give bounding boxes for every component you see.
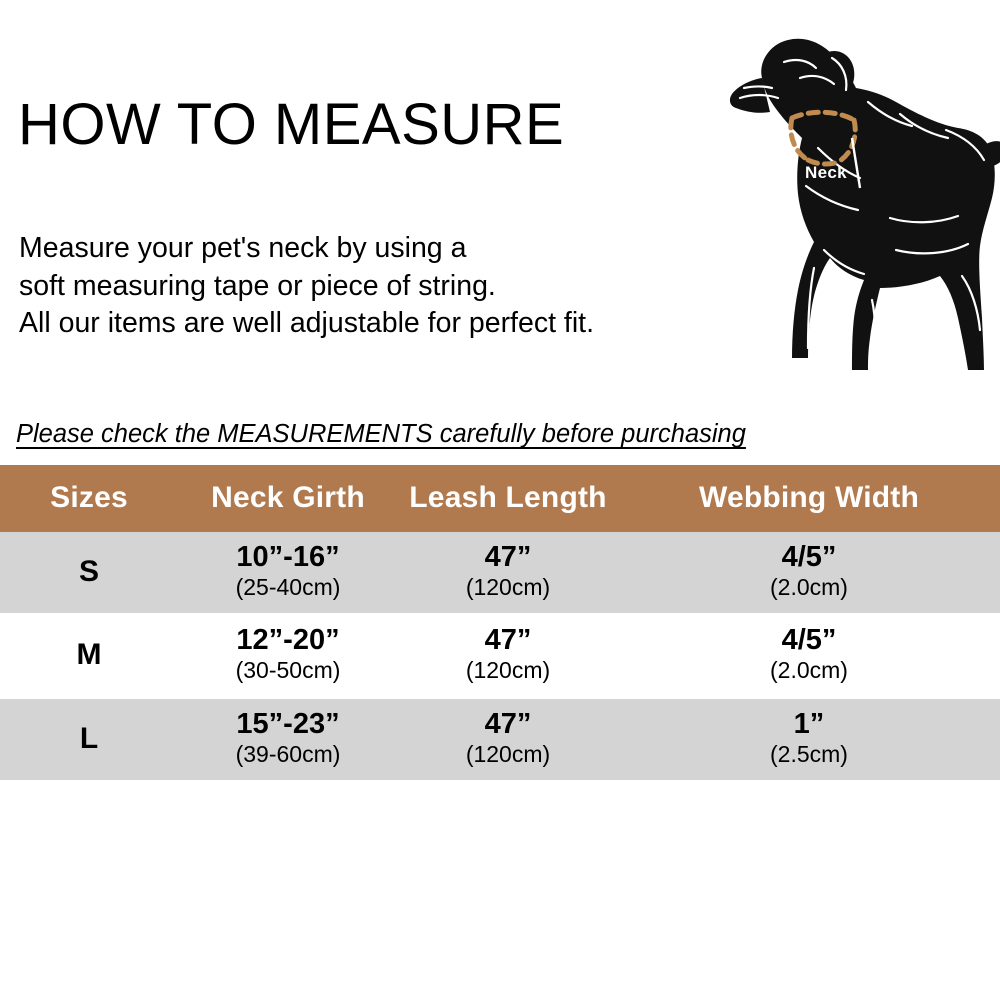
value-imperial: 47” <box>484 541 532 573</box>
value-metric: (2.0cm) <box>770 657 848 684</box>
cell-neck-girth <box>178 698 398 781</box>
intro-line-3: All our items are well adjustable for perfect fit. <box>19 307 594 340</box>
value-metric: (120cm) <box>465 657 551 684</box>
column-header-webbing-width: Webbing Width <box>618 465 1000 532</box>
intro-line-1: Measure your pet's neck by using a <box>19 232 467 264</box>
cell-leash-length <box>398 614 618 697</box>
value-metric: (25-40cm) <box>235 573 341 600</box>
cell-size: S <box>0 532 178 614</box>
value-imperial: 12”-20” <box>236 624 340 657</box>
value-imperial: 47” <box>484 624 532 657</box>
column-header-sizes: Sizes <box>0 465 178 532</box>
measurement-note: Please check the MEASUREMENTS carefully before purchasing <box>16 420 746 448</box>
value-metric: (120cm) <box>465 573 551 600</box>
page-title: HOW TO MEASURE <box>18 92 565 157</box>
value-imperial: 10”-16” <box>236 541 340 573</box>
cell-webbing-width <box>618 698 1000 781</box>
cell-leash-length <box>398 532 618 614</box>
column-header-neck-girth: Neck Girth <box>178 465 398 532</box>
table-body <box>0 532 1000 781</box>
value-metric: (39-60cm) <box>235 740 341 767</box>
cell-neck-girth <box>178 532 398 614</box>
table-header-row <box>0 465 1000 532</box>
cell-neck-girth <box>178 614 398 697</box>
intro-line-2: soft measuring tape or piece of string. <box>19 269 496 302</box>
value-imperial: 4/5” <box>781 624 837 657</box>
value-imperial: 47” <box>484 707 532 740</box>
cell-webbing-width <box>618 614 1000 697</box>
cell-leash-length <box>398 698 618 781</box>
cell-size: L <box>0 698 178 781</box>
value-metric: (120cm) <box>465 740 551 767</box>
cell-size: M <box>0 614 178 697</box>
value-metric: (2.0cm) <box>770 573 848 600</box>
dog-silhouette-icon <box>700 18 1000 418</box>
value-metric: (2.5cm) <box>770 740 848 767</box>
value-imperial: 15”-23” <box>236 707 340 740</box>
table-row <box>0 698 1000 781</box>
column-header-leash-length: Leash Length <box>398 465 618 532</box>
table-row <box>0 614 1000 697</box>
bottom-whitespace <box>0 840 1000 1000</box>
neck-label: Neck <box>805 163 847 182</box>
dog-illustration <box>700 18 1000 418</box>
value-imperial: 1” <box>793 707 825 740</box>
table-row <box>0 532 1000 614</box>
size-table <box>0 465 1000 782</box>
value-metric: (30-50cm) <box>235 657 341 684</box>
table-header <box>0 465 1000 532</box>
cell-webbing-width <box>618 532 1000 614</box>
value-imperial: 4/5” <box>781 541 837 573</box>
